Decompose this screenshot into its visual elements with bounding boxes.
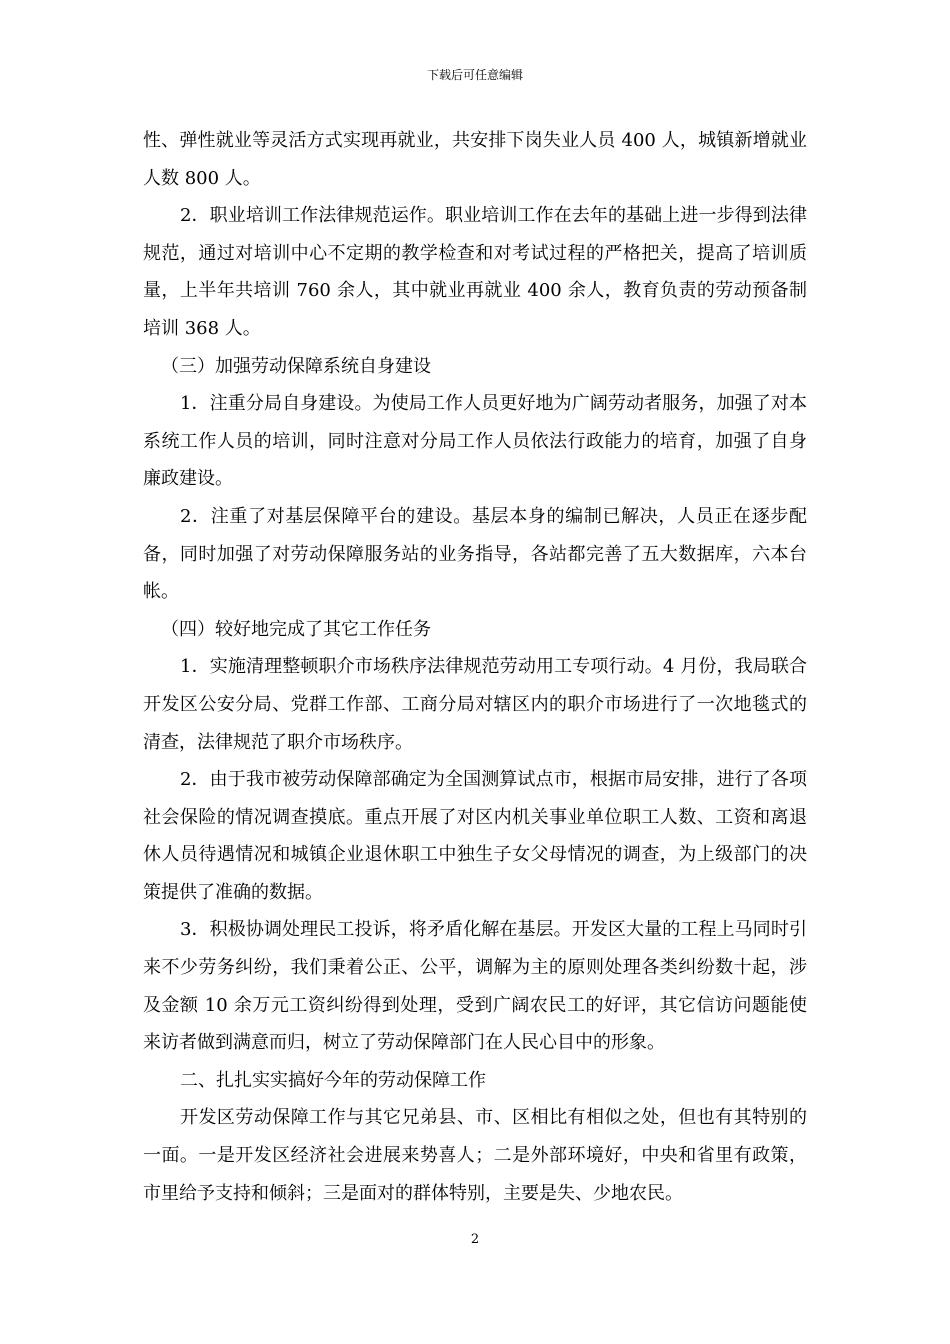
- paragraph-vocational-training: 2．职业培训工作法律规范运作。职业培训工作在去年的基础上进一步得到法律规范，通过对培训中心不定期的教学检查和对考试过程的严格把关，提高了培训质量，上半年共培训 760 余人，其中就业再就业 400 余人，教育负责的劳动预备制培训 368 人。: [143, 205, 807, 339]
- section-heading-two: 二、扎扎实实搞好今年的劳动保障工作: [180, 1069, 486, 1091]
- paragraph-job-market-cleanup: 1．实施清理整顿职介市场秩序法律规范劳动用工专项行动。4 月份，我局联合开发区公安分局、党群工作部、工商分局对辖区内的职介市场进行了一次地毯式的清查，法律规范了职介市场秩序。: [143, 656, 807, 753]
- paragraph-development-zone: 开发区劳动保障工作与其它兄弟县、市、区相比有相似之处，但也有其特别的一面。一是开发区经济社会进展来势喜人；二是外部环境好，中央和省里有政策，市里给予支持和倾斜；三是面对的群体特别，主要是失、少地农民。: [143, 1107, 807, 1204]
- paragraph-branch-building: 1．注重分局自身建设。为使局工作人员更好地为广阔劳动者服务，加强了对本系统工作人员的培训，同时注意对分局工作人员依法行政能力的培育，加强了自身廉政建设。: [143, 393, 807, 490]
- paragraph-continued: 性、弹性就业等灵活方式实现再就业，共安排下岗失业人员 400 人，城镇新增就业人数 800 人。: [143, 130, 807, 189]
- page-header: 下载后可任意编辑: [426, 68, 523, 82]
- paragraph-insurance-survey: 2．由于我市被劳动保障部确定为全国测算试点市，根据市局安排，进行了各项社会保险的情况调查摸底。重点开展了对区内机关事业单位职工人数、工资和离退休人员待遇情况和城镇企业退休职工中独生子女父母情况的调查，为上级部门的决策提供了准确的数据。: [143, 769, 807, 903]
- document-body: [143, 122, 807, 1212]
- page-number: 2: [470, 1232, 480, 1247]
- section-heading-4: （四）较好地完成了其它工作任务: [161, 618, 431, 640]
- paragraph-migrant-complaints: 3．积极协调处理民工投诉，将矛盾化解在基层。开发区大量的工程上马同时引来不少劳务纠纷，我们秉着公正、公平，调解为主的原则处理各类纠纷数十起，涉及金额 10 余万元工资纠纷得到处理，受到广阔农民工的好评，其它信访问题能使来访者做到满意而归，树立了劳动保障部门在人民心目中的形象。: [143, 919, 807, 1054]
- section-heading-3: （三）加强劳动保障系统自身建设: [161, 355, 431, 377]
- paragraph-grassroots-platform: 2．注重了对基层保障平台的建设。基层本身的编制已解决，人员正在逐步配备，同时加强了对劳动保障服务站的业务指导，各站都完善了五大数据库，六本台帐。: [143, 505, 807, 603]
